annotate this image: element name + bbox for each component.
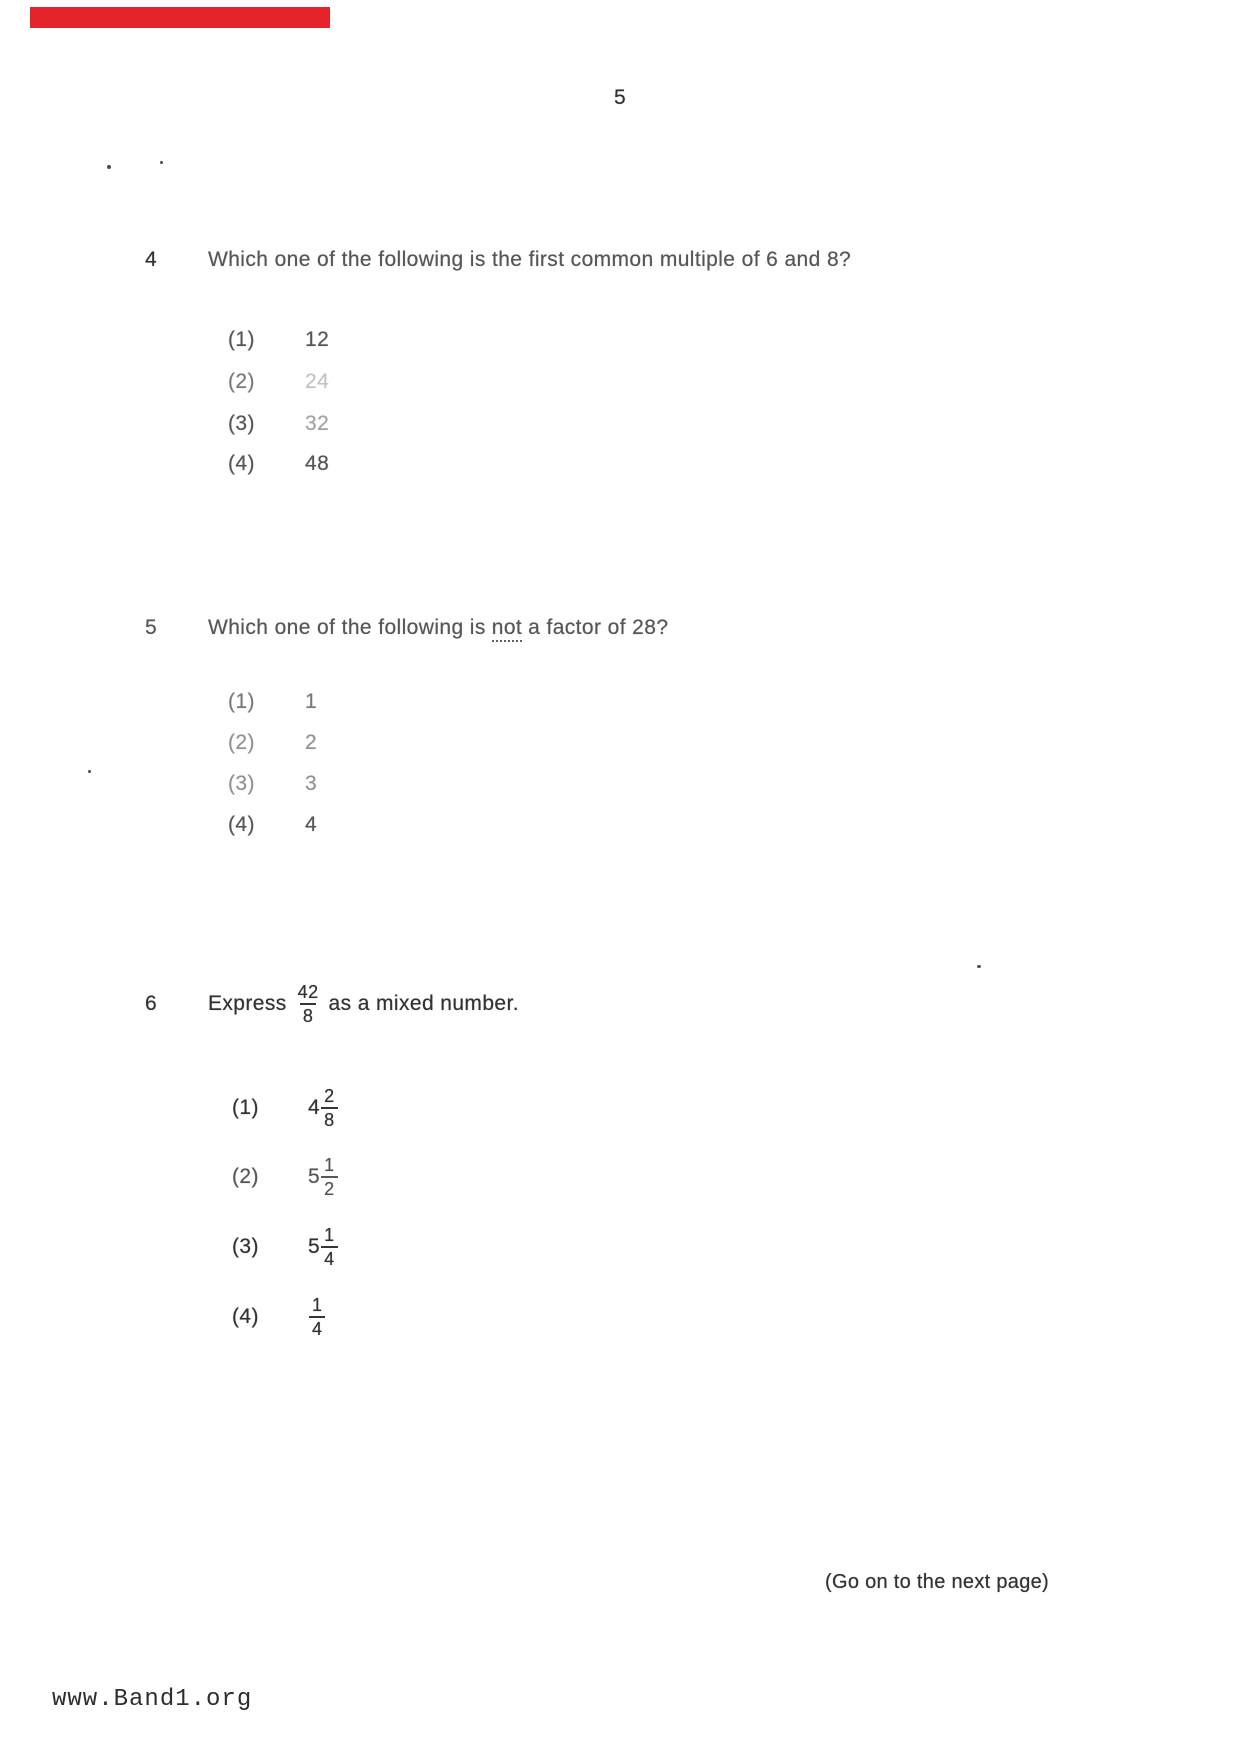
mixed-number <box>308 1156 338 1198</box>
mixed-fraction <box>321 1226 337 1268</box>
scan-speck <box>977 965 981 968</box>
fraction-numerator: 42 <box>297 982 319 1002</box>
question-6-number: 6 <box>145 992 158 1015</box>
question-5-underlined-word: not <box>492 616 522 642</box>
question-6-option-2 <box>232 1151 338 1203</box>
fraction-denominator: 2 <box>321 1176 337 1198</box>
fraction-numerator: 2 <box>324 1086 335 1106</box>
question-5-text <box>208 616 668 640</box>
question-6-option-3 <box>232 1221 338 1273</box>
question-6-stem <box>145 975 519 1033</box>
fraction-denominator: 4 <box>321 1246 337 1268</box>
question-4-option-1 <box>228 328 329 352</box>
question-5-option-3 <box>228 772 317 796</box>
question-5-option-1 <box>228 690 317 714</box>
option-label: (3) <box>228 772 255 795</box>
option-label: (3) <box>232 1235 259 1258</box>
mixed-number <box>308 1296 325 1338</box>
option-label: (2) <box>232 1165 259 1188</box>
mixed-number <box>308 1226 338 1268</box>
option-value: 1 <box>305 690 318 713</box>
option-label: (2) <box>228 370 255 393</box>
option-label: (2) <box>228 731 255 754</box>
fraction-numerator: 1 <box>324 1225 335 1245</box>
question-5-number: 5 <box>145 616 158 639</box>
go-to-next-page-note: (Go on to the next page) <box>825 1571 1050 1593</box>
option-value: 48 <box>305 452 330 475</box>
option-value: 2 <box>305 731 318 754</box>
option-value: 32 <box>305 412 330 435</box>
question-6-option-4 <box>232 1291 325 1343</box>
page-number: 5 <box>613 86 627 109</box>
question-6-text-before: Express <box>208 992 287 1015</box>
fraction-numerator: 1 <box>312 1295 323 1315</box>
question-5-text-before: Which one of the following is <box>208 616 486 639</box>
fraction-numerator: 1 <box>324 1155 335 1175</box>
mixed-whole: 5 <box>308 1235 321 1258</box>
question-5-text-after: a factor of 28? <box>528 616 669 639</box>
option-label: (1) <box>228 690 255 713</box>
scan-speck <box>107 165 111 169</box>
fraction-denominator: 4 <box>309 1316 325 1338</box>
question-6-text-after: as a mixed number. <box>328 992 519 1015</box>
question-4-option-2 <box>228 370 329 394</box>
scan-speck <box>160 161 163 164</box>
option-label: (1) <box>232 1096 259 1119</box>
watermark-url: www.Band1.org <box>52 1686 253 1713</box>
question-4-text: Which one of the following is the first common multiple of 6 and 8? <box>208 248 852 271</box>
option-value: 4 <box>305 813 318 836</box>
mixed-fraction <box>321 1156 337 1198</box>
question-4-option-4 <box>228 452 329 476</box>
question-5-option-2 <box>228 731 317 755</box>
mixed-fraction <box>321 1087 337 1129</box>
option-label: (4) <box>232 1305 259 1328</box>
scan-speck <box>88 770 91 773</box>
fraction-denominator: 8 <box>300 1003 316 1025</box>
mixed-whole: 5 <box>308 1165 321 1188</box>
option-label: (4) <box>228 452 255 475</box>
question-4-number: 4 <box>145 248 158 271</box>
option-value: 12 <box>305 328 330 351</box>
question-6-option-1 <box>232 1082 338 1134</box>
option-label: (4) <box>228 813 255 836</box>
option-label: (1) <box>228 328 255 351</box>
question-4-option-3 <box>228 412 329 436</box>
option-label: (3) <box>228 412 255 435</box>
mixed-number <box>308 1087 338 1129</box>
question-5-option-4 <box>228 813 317 837</box>
option-value: 24 <box>305 370 330 393</box>
fraction-denominator: 8 <box>321 1107 337 1129</box>
question-6-fraction <box>295 983 322 1025</box>
mixed-whole: 4 <box>308 1096 321 1119</box>
redaction-bar <box>30 7 330 28</box>
mixed-fraction <box>309 1296 325 1338</box>
option-value: 3 <box>305 772 318 795</box>
